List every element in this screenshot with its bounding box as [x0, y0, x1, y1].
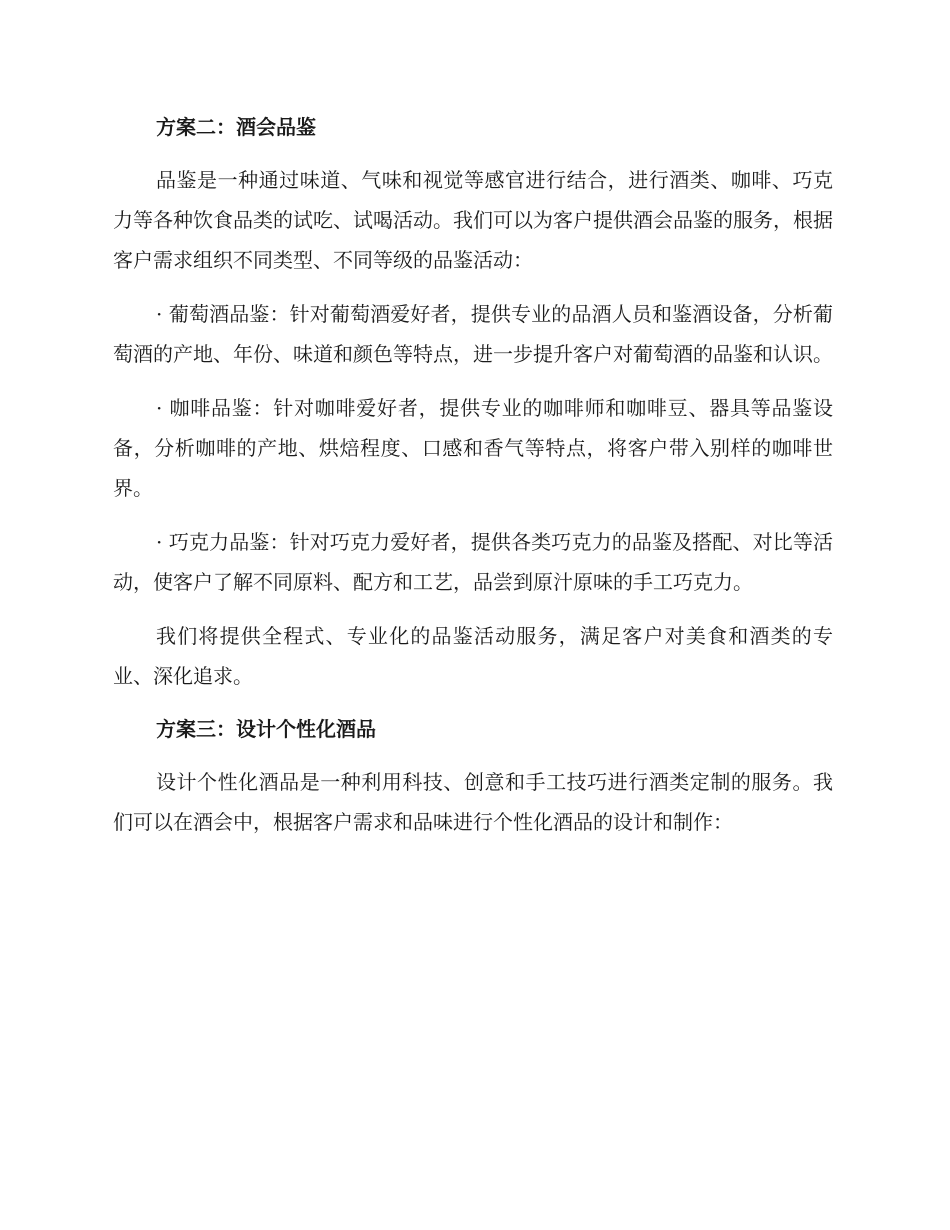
- paragraph-tasting-closing: 我们将提供全程式、专业化的品鉴活动服务，满足客户对美食和酒类的专业、深化追求。: [113, 624, 833, 688]
- list-item-coffee-tasting: · 咖啡品鉴：针对咖啡爱好者，提供专业的咖啡师和咖啡豆、器具等品鉴设备，分析咖啡的产地、烘焙程度、口感和香气等特点，将客户带入别样的咖啡世界。: [113, 396, 833, 500]
- paragraph-tasting-intro: 品鉴是一种通过味道、气味和视觉等感官进行结合，进行酒类、咖啡、巧克力等各种饮食品类的试吃、试喝活动。我们可以为客户提供酒会品鉴的服务，根据客户需求组织不同类型、不同等级的品鉴活动：: [113, 168, 833, 272]
- document-body: [113, 108, 833, 856]
- list-item-wine-tasting: · 葡萄酒品鉴：针对葡萄酒爱好者，提供专业的品酒人员和鉴酒设备，分析葡萄酒的产地、年份、味道和颜色等特点，进一步提升客户对葡萄酒的品鉴和认识。: [113, 302, 833, 366]
- paragraph-custom-drinks-intro: 设计个性化酒品是一种利用科技、创意和手工技巧进行酒类定制的服务。我们可以在酒会中，根据客户需求和品味进行个性化酒品的设计和制作：: [113, 770, 833, 834]
- list-item-chocolate-tasting: · 巧克力品鉴：针对巧克力爱好者，提供各类巧克力的品鉴及搭配、对比等活动，使客户了解不同原料、配方和工艺，品尝到原汁原味的手工巧克力。: [113, 530, 833, 594]
- section-heading-tasting: 方案二：酒会品鉴: [156, 115, 316, 139]
- section-heading-custom-drinks: 方案三：设计个性化酒品: [156, 717, 376, 741]
